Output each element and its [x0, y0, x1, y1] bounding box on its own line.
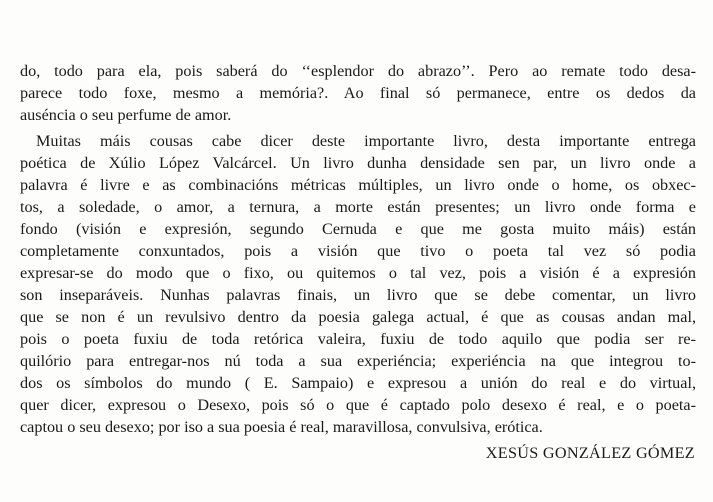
text-line: completamente conxuntados, pois a visión que tivo o poeta tal vez só podia	[20, 242, 696, 260]
text-line: tos, a soledade, o amor, a ternura, a morte están presentes; un livro onde forma e	[20, 198, 696, 216]
text-line: auséncia o seu perfume de amor.	[20, 106, 232, 124]
text-line: captou o seu desexo; por iso a sua poesia é real, maravillosa, convulsiva, erótica.	[20, 418, 543, 436]
text-line: que se non é un revulsivo dentro da poesia galega actual, é que as cousas andan mal,	[20, 308, 696, 326]
text-line: quer dicer, expresou o Desexo, pois só o que é captado polo desexo é real, e o poeta-	[20, 396, 696, 414]
text-line: dos os símbolos do mundo ( E. Sampaio) e expresou a unión do real e do virtual,	[20, 374, 696, 392]
author-signature: XESÚS GONZÁLEZ GÓMEZ	[485, 444, 695, 462]
text-line: palavra é livre e as combinacións métricas múltiples, un livro onde o home, os obxec-	[20, 176, 696, 194]
text-line: fondo (visión e expresión, segundo Cernuda e que me gosta muito máis) están	[20, 220, 696, 238]
text-line: quilório para entregar-nos nú toda a sua experiéncia; experiéncia na que integrou to-	[20, 352, 696, 370]
text-line: do, todo para ela, pois saberá do ‘‘esplendor do abrazo’’. Pero ao remate todo desa-	[20, 62, 696, 80]
text-line: expresar-se do modo que o fixo, ou quitemos o tal vez, pois a visión é a expresión	[20, 264, 696, 282]
body-text	[20, 60, 696, 438]
text-line: poética de Xúlio López Valcárcel. Un livro dunha densidade sen par, un livro onde a	[20, 154, 696, 172]
paragraph	[20, 60, 696, 126]
text-line: son inseparáveis. Nunhas palavras finais, un livro que se debe comentar, un livro	[20, 286, 696, 304]
paragraph	[20, 130, 696, 438]
text-line: Muitas máis cousas cabe dicer deste importante livro, desta importante entrega	[36, 132, 696, 150]
text-line: parece todo foxe, mesmo a memória?. Ao final só permanece, entre os dedos da	[20, 84, 696, 102]
text-line: pois o poeta fuxiu de toda retórica valeira, fuxiu de todo aquilo que podia ser re-	[20, 330, 696, 348]
